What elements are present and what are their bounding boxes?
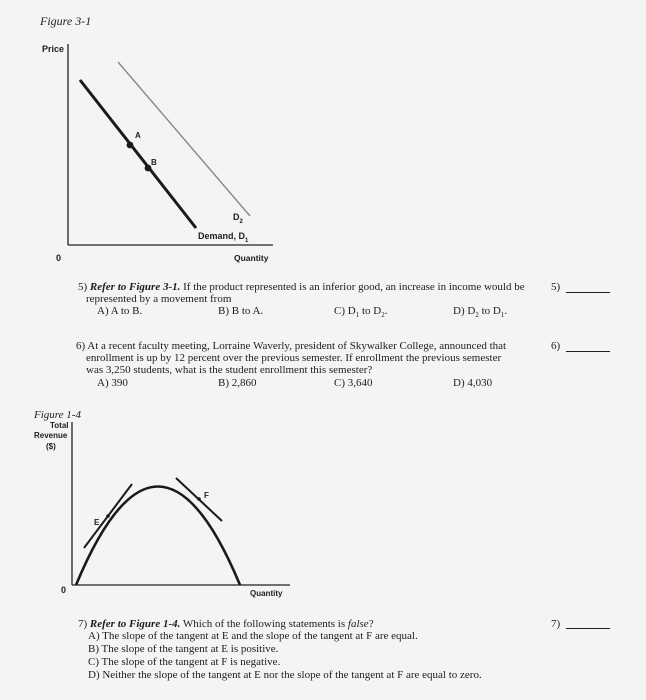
q5-stem-line-2: represented by a movement from — [86, 293, 232, 305]
figure-1-4-origin-label: 0 — [61, 585, 67, 595]
q6-option-b: B) 2,860 — [218, 377, 257, 389]
figure-1-4-x-axis-label: Quantity — [250, 589, 283, 598]
point-f — [197, 497, 201, 501]
q7-option-c: C) The slope of the tangent at F is negative. — [88, 656, 281, 668]
q5-option-b: B) B to A. — [218, 305, 264, 317]
point-f-label: F — [204, 491, 209, 500]
figure-3-1-origin-label: 0 — [56, 253, 62, 263]
q7-option-a: A) The slope of the tangent at E and the slope of the tangent at F are equal. — [88, 630, 418, 642]
figure-1-4-y-label-2: Revenue — [34, 431, 68, 440]
q6-stem-line-2: enrollment is up by 12 percent over the previous semester. If enrollment the previous semester — [86, 352, 502, 364]
q7-answer-blank[interactable] — [566, 628, 610, 629]
q7-answer-label: 7) — [551, 618, 561, 630]
q6-stem-line-1: 6) At a recent faculty meeting, Lorraine Waverly, president of Skywalker College, announced that — [76, 340, 507, 352]
point-a-label: A — [135, 131, 141, 140]
q6-stem-line-3: was 3,250 students, what is the student enrollment this semester? — [86, 364, 373, 376]
q5-option-c: C) $D_1$ to $D_2$. — [334, 305, 388, 320]
d2-label: $D_2$ — [233, 212, 243, 225]
q5-stem-line-1: 5) Refer to Figure 3-1. If the product represented is an inferior good, an increase in income would be — [78, 281, 525, 293]
point-b-label: B — [151, 158, 157, 167]
q6-option-a: A) 390 — [97, 377, 128, 389]
q7-option-d: D) Neither the slope of the tangent at E nor the slope of the tangent at F are equal to zero. — [88, 669, 482, 681]
q6-answer-label: 6) — [551, 340, 561, 352]
figure-3-1-y-axis-label: Price — [42, 44, 65, 54]
q6-option-d: D) 4,030 — [453, 377, 493, 389]
figure-1-4-title: Figure 1-4 — [34, 409, 81, 421]
q7-stem: 7) Refer to Figure 1-4. Which of the following statements is false? — [78, 618, 374, 630]
q5-answer-label: 5) — [551, 281, 561, 293]
q7-option-b: B) The slope of the tangent at E is positive. — [88, 643, 279, 655]
d1-label: Demand, $D_1$ — [198, 231, 249, 244]
q6-option-c: C) 3,640 — [334, 377, 373, 389]
q5-option-d: D) $D_2$ to $D_1$. — [453, 305, 508, 320]
figure-3-1-x-axis-label: Quantity — [234, 253, 269, 263]
figure-3-1-title: Figure 3-1 — [40, 14, 92, 28]
point-e-label: E — [94, 518, 100, 527]
figure-1-4-y-label-1: Total — [50, 421, 69, 430]
q5-option-a: A) A to B. — [97, 305, 143, 317]
figure-1-4-y-label-3: ($) — [46, 442, 56, 451]
point-e — [106, 514, 110, 518]
total-revenue-curve — [76, 487, 240, 586]
